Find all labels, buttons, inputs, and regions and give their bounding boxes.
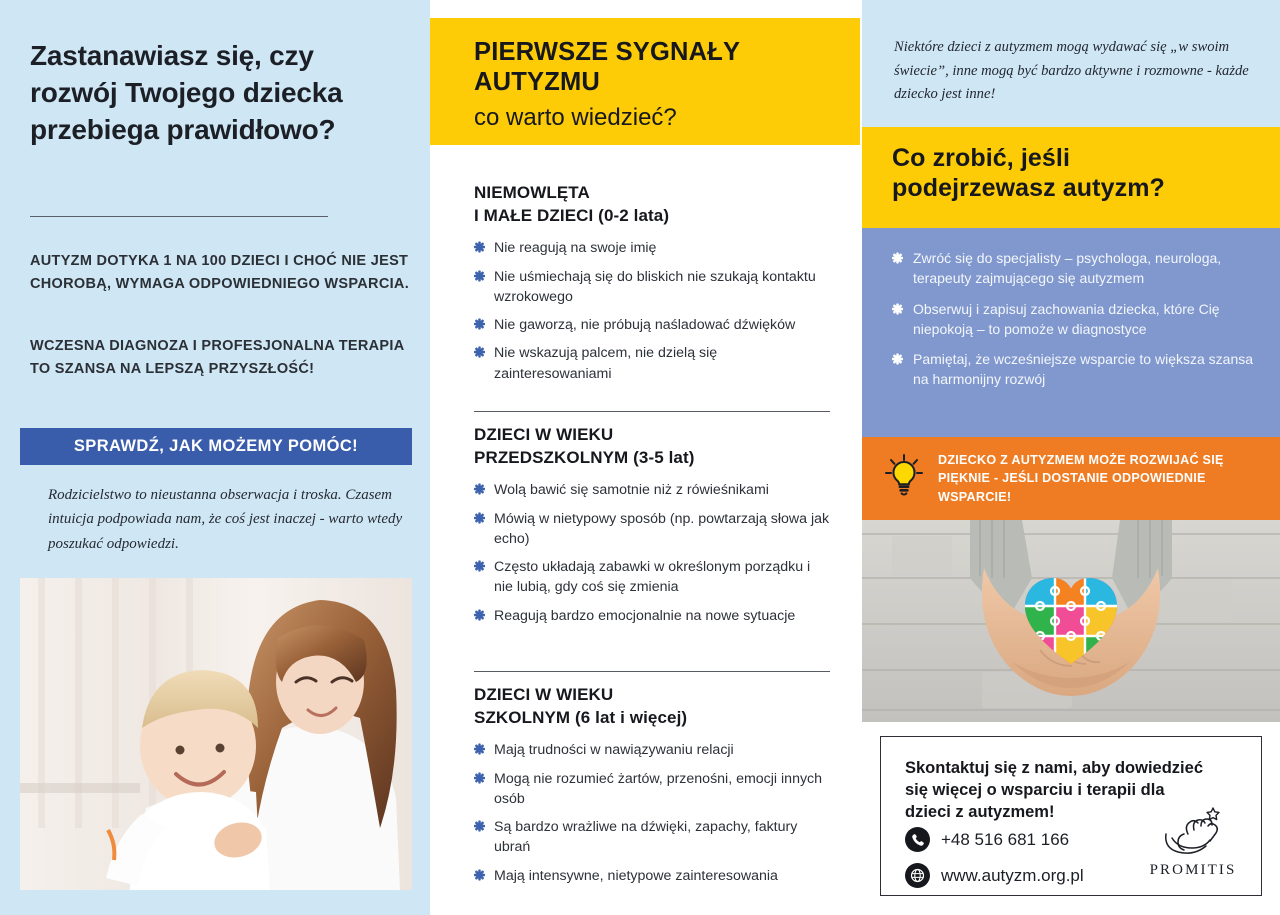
website-contact[interactable] <box>905 863 1084 888</box>
asterisk-bullet-icon <box>474 558 485 570</box>
list-item <box>474 267 830 308</box>
list-item <box>892 299 1254 340</box>
section-title <box>474 424 746 469</box>
diversity-quote: Niektóre dzieci z autyzmem mogą wydawać się „w swoim świecie”, inne mogą być bardzo aktywne i rozmowne - każde dziecko jest inne! <box>894 39 1249 103</box>
mother-and-child-photo <box>20 578 412 890</box>
asterisk-bullet-icon <box>474 607 485 619</box>
middle-header-line2: AUTYZMU <box>474 67 601 96</box>
signals-section-preschool <box>474 424 830 634</box>
list-item-text: Nie uśmiechają się do bliskich nie szukają kontaktu wzrokowego <box>494 268 816 305</box>
list-item-text: Nie wskazują palcem, nie dzielą się zainteresowaniami <box>494 345 718 382</box>
asterisk-bullet-icon <box>474 510 485 522</box>
list-item <box>892 248 1254 289</box>
help-cta-label: SPRAWDŹ, JAK MOŻEMY POMÓC! <box>73 437 359 455</box>
asterisk-bullet-icon <box>474 741 485 753</box>
signals-list <box>474 740 830 886</box>
list-item <box>474 315 830 335</box>
hands-with-puzzle-heart-photo <box>862 520 1280 722</box>
list-item-text: Pamiętaj, że wcześniejsze wsparcie to większa szansa na harmonijny rozwój <box>913 351 1254 388</box>
asterisk-bullet-icon <box>474 316 485 328</box>
asterisk-bullet-icon <box>474 867 485 879</box>
what-to-do-line2: podejrzewasz autyzm? <box>892 174 1165 202</box>
headline-divider <box>30 216 328 217</box>
phone-contact[interactable] <box>905 827 1069 852</box>
middle-panel <box>430 0 860 915</box>
encouragement-banner <box>862 437 1280 520</box>
asterisk-bullet-icon <box>892 350 903 362</box>
middle-header-line1: PIERWSZE SYGNAŁY <box>474 38 741 66</box>
what-to-do-header <box>862 127 1280 228</box>
asterisk-bullet-icon <box>474 344 485 356</box>
list-item <box>474 740 830 760</box>
intro-diagnosis-text: WCZESNA DIAGNOZA I PROFESJONALNA TERAPIA TO SZANSA NA LEPSZĄ PRZYSZŁOŚĆ! <box>30 338 404 378</box>
section-title <box>474 182 746 227</box>
intro-statistic-text: AUTYZM DOTYKA 1 NA 100 DZIECI I CHOĆ NIE JEST CHOROBĄ, WYMAGA ODPOWIEDNIEGO WSPARCIA. <box>30 253 410 293</box>
section-title-line2: PRZEDSZKOLNYM (3-5 lat) <box>474 447 695 467</box>
list-item-text: Mają intensywne, nietypowe zainteresowania <box>494 867 778 884</box>
main-headline: Zastanawiasz się, czy rozwój Twojego dziecka przebiega prawidłowo? <box>30 40 343 145</box>
advice-list <box>892 248 1254 390</box>
list-item-text: Wolą bawić się samotnie niż z rówieśnikami <box>494 482 769 499</box>
website-url: www.autyzm.org.pl <box>941 865 1084 885</box>
section-title-line1: NIEMOWLĘTA <box>474 183 590 202</box>
list-item <box>474 480 830 500</box>
list-item-text: Często układają zabawki w określonym porządku i nie lubią, gdy coś się zmienia <box>494 559 811 596</box>
phone-icon <box>905 827 930 852</box>
list-item <box>474 866 830 886</box>
middle-header-banner <box>430 18 860 145</box>
list-item-text: Mówią w nietypowy sposób (np. powtarzają słowa jak echo) <box>494 510 830 547</box>
lightbulb-icon <box>884 453 924 504</box>
list-item-text: Mogą nie rozumieć żartów, przenośni, emocji innych osób <box>494 770 823 807</box>
middle-header-subtitle: co warto wiedzieć? <box>474 103 677 131</box>
advice-panel <box>862 228 1280 437</box>
section-title-line2: SZKOLNYM (6 lat i więcej) <box>474 707 688 727</box>
signals-section-infants <box>474 182 830 392</box>
contact-card <box>880 736 1262 896</box>
promitis-logo <box>1143 804 1243 879</box>
section-title <box>474 684 746 729</box>
globe-icon <box>905 863 930 888</box>
left-panel <box>0 0 430 915</box>
list-item-text: Obserwuj i zapisuj zachowania dziecka, które Cię niepokoją – to pomoże w diagnostyce <box>913 300 1220 337</box>
parenting-quote: Rodzicielstwo to nieustanna obserwacja i troska. Czasem intuicja podpowiada nam, że coś jest inaczej - warto wtedy poszukać odpowiedzi. <box>48 487 403 552</box>
asterisk-bullet-icon <box>474 239 485 251</box>
asterisk-bullet-icon <box>474 268 485 280</box>
asterisk-bullet-icon <box>474 770 485 782</box>
list-item <box>474 817 830 858</box>
asterisk-bullet-icon <box>892 249 903 261</box>
promitis-wordmark: PROMITIS <box>1149 862 1237 878</box>
signals-list <box>474 238 830 384</box>
list-item <box>474 509 830 550</box>
what-to-do-line1: Co zrobić, jeśli <box>892 144 1071 172</box>
list-item-text: Zwróć się do specjalisty – psychologa, neurologa, terapeuty zajmującego się autyzmem <box>913 250 1222 287</box>
list-item <box>474 769 830 810</box>
section-title-line1: DZIECI W WIEKU <box>474 425 614 444</box>
list-item <box>892 349 1254 390</box>
signals-section-school <box>474 684 830 894</box>
section-title-line1: DZIECI W WIEKU <box>474 685 614 704</box>
signals-list <box>474 480 830 626</box>
section-divider <box>474 671 830 672</box>
list-item-text: Są bardzo wrażliwe na dźwięki, zapachy, faktury ubrań <box>494 819 798 856</box>
list-item-text: Nie gaworzą, nie próbują naśladować dźwięków <box>494 317 796 334</box>
asterisk-bullet-icon <box>474 818 485 830</box>
list-item <box>474 238 830 258</box>
asterisk-bullet-icon <box>474 481 485 493</box>
right-panel <box>862 0 1280 915</box>
list-item-text: Nie reagują na swoje imię <box>494 240 657 257</box>
list-item-text: Reagują bardzo emocjonalnie na nowe sytuacje <box>494 607 796 624</box>
encouragement-text: DZIECKO Z AUTYZMEM MOŻE ROZWIJAĆ SIĘ PIĘKNIE - JEŚLI DOSTANIE ODPOWIEDNIE WSPARCIE! <box>938 452 1224 504</box>
section-divider <box>474 411 830 412</box>
phone-number: +48 516 681 166 <box>941 829 1070 849</box>
list-item <box>474 343 830 384</box>
asterisk-bullet-icon <box>892 300 903 312</box>
help-cta-button[interactable] <box>20 428 412 465</box>
list-item <box>474 557 830 598</box>
section-title-line2: I MAŁE DZIECI (0-2 lata) <box>474 205 670 225</box>
list-item-text: Mają trudności w nawiązywaniu relacji <box>494 742 734 759</box>
contact-card-title: Skontaktuj się z nami, aby dowiedzieć się więcej o wsparciu i terapii dla dzieci z autyzmem! <box>905 759 1203 822</box>
list-item <box>474 606 830 626</box>
